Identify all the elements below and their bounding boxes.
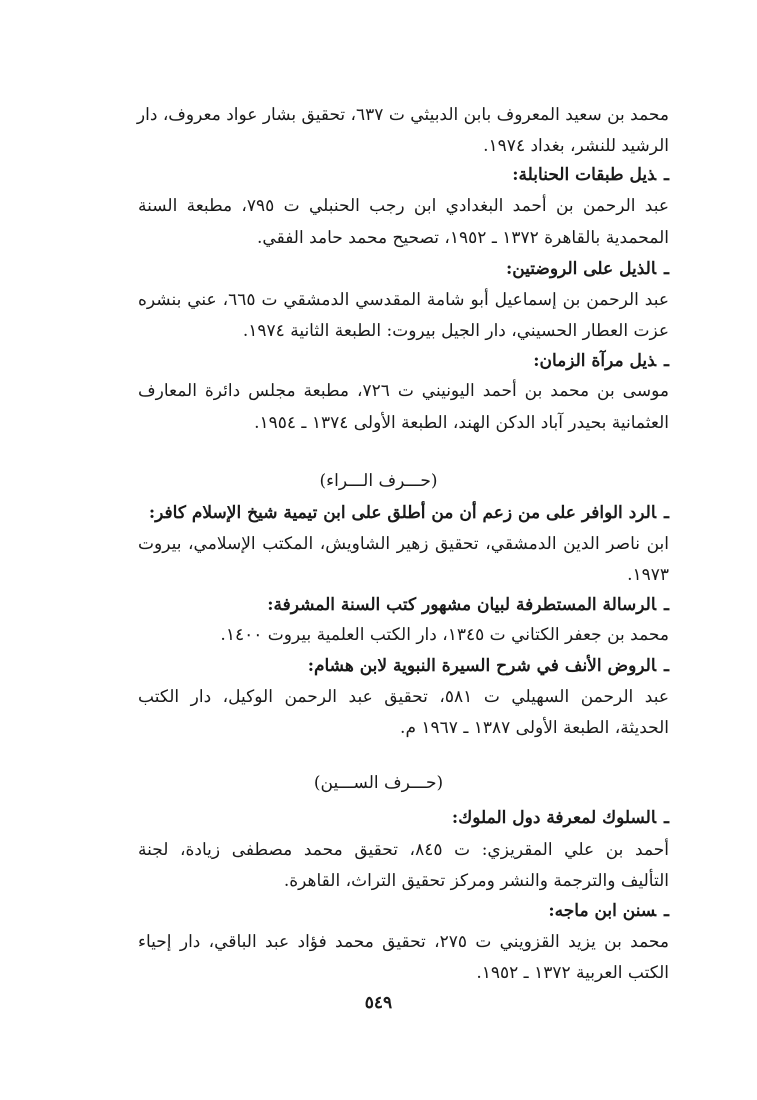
bullet-dash: ـ	[664, 503, 669, 523]
bullet-dash: ـ	[664, 351, 669, 371]
bullet-dash: ـ	[664, 165, 669, 185]
entry-heading	[160, 653, 669, 679]
entry-title: الذيل على الروضتين:	[505, 259, 657, 279]
page-number: ٥٤٩	[364, 993, 393, 1013]
entry-heading	[160, 898, 669, 924]
bullet-dash: ـ	[664, 595, 669, 615]
entry-text-line: ابن ناصر الدين الدمشقي، تحقيق زهير الشاويش، المكتب الإسلامي، بيروت	[138, 534, 669, 554]
entry-text-line: الرشيد للنشر، بغداد ١٩٧٤.	[483, 136, 669, 156]
entry-title: ذيل طبقات الحنابلة:	[512, 165, 657, 185]
entry-text-line: محمد بن سعيد المعروف بابن الدبيثي ت ٦٣٧، تحقيق بشار عواد معروف، دار	[136, 105, 669, 125]
entry-text-line: عبد الرحمن بن أحمد البغدادي ابن رجب الحنبلي ت ٧٩٥، مطبعة السنة	[138, 196, 669, 216]
entry-title: ذيل مرآة الزمان:	[533, 351, 657, 371]
entry-text-line: ١٩٧٣.	[627, 565, 669, 585]
entry-text-line: الكتب العربية ١٣٧٢ ـ ١٩٥٢.	[476, 963, 669, 983]
section-heading-sin: (حـــرف الســـين)	[313, 773, 444, 793]
entry-heading	[148, 500, 669, 526]
entry-title: السلوك لمعرفة دول الملوك:	[451, 808, 657, 828]
entry-text-line: محمد بن جعفر الكتاني ت ١٣٤٥، دار الكتب العلمية بيروت ١٤٠٠.	[220, 625, 669, 645]
entry-text-line: عبد الرحمن السهيلي ت ٥٨١، تحقيق عبد الرحمن الوكيل، دار الكتب	[138, 687, 669, 707]
entry-title: سنن ابن ماجه:	[548, 901, 657, 921]
entry-text-line: موسى بن محمد بن أحمد اليونيني ت ٧٢٦، مطبعة مجلس دائرة المعارف	[138, 381, 669, 401]
entry-text-line: عبد الرحمن بن إسماعيل أبو شامة المقدسي الدمشقي ت ٦٦٥، عني بنشره	[138, 290, 669, 310]
bullet-dash: ـ	[664, 808, 669, 828]
entry-heading	[160, 256, 669, 282]
entry-text-line: أحمد بن علي المقريزي: ت ٨٤٥، تحقيق محمد مصطفى زيادة، لجنة	[138, 840, 669, 860]
entry-text-line: العثمانية بحيدر آباد الدكن الهند، الطبعة الأولى ١٣٧٤ ـ ١٩٥٤.	[254, 413, 669, 433]
entry-text-line: عزت العطار الحسيني، دار الجيل بيروت: الطبعة الثانية ١٩٧٤.	[242, 321, 669, 341]
entry-title: الروض الأنف في شرح السيرة النبوية لابن هشام:	[307, 656, 657, 676]
entry-text-line: الحديثة، الطبعة الأولى ١٣٨٧ ـ ١٩٦٧ م.	[400, 718, 669, 738]
entry-text-line: محمد بن يزيد القزويني ت ٢٧٥، تحقيق محمد فؤاد عبد الباقي، دار إحياء	[138, 932, 669, 952]
bullet-dash: ـ	[664, 656, 669, 676]
section-heading-ra: (حـــرف الـــراء)	[319, 471, 438, 491]
bullet-dash: ـ	[664, 901, 669, 921]
entry-title: الرسالة المستطرفة لبيان مشهور كتب السنة المشرفة:	[267, 595, 657, 615]
entry-heading	[160, 592, 669, 618]
entry-text-line: التأليف والترجمة والنشر ومركز تحقيق التراث، القاهرة.	[283, 871, 669, 891]
entry-heading	[160, 805, 669, 831]
entry-heading	[160, 162, 669, 188]
entry-text-line: المحمدية بالقاهرة ١٣٧٢ ـ ١٩٥٢، تصحيح محمد حامد الفقي.	[257, 228, 669, 248]
entry-title: الرد الوافر على من زعم أن من أطلق على ابن تيمية شيخ الإسلام كافر:	[148, 503, 657, 523]
bullet-dash: ـ	[664, 259, 669, 279]
entry-heading	[160, 348, 669, 374]
